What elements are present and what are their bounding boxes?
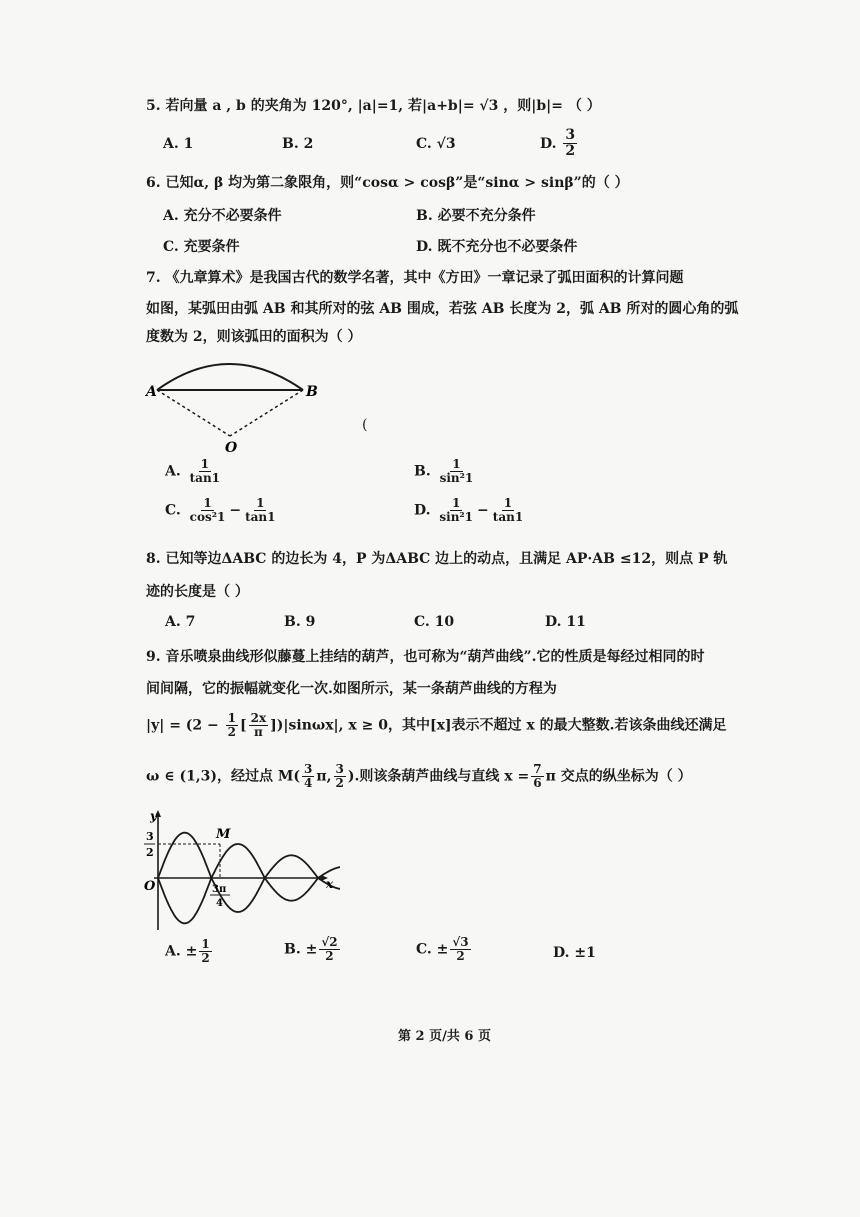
q7-option-c: C. $\frac{1}{\text{cos²1}}$ − $\frac{1}{\tan 1}$	[165, 496, 276, 525]
q8-option-c: C. 10	[414, 614, 455, 630]
q8-line2: 迹的长度是（ ）	[146, 584, 249, 600]
q7-c-frac2	[243, 497, 277, 524]
q8-option-d: D. 11	[545, 614, 586, 630]
q9-condition-line	[146, 763, 692, 790]
q9-option-a	[165, 938, 214, 965]
stray-mark: (	[362, 417, 368, 433]
x-label: x	[326, 877, 334, 891]
arc-field-figure	[140, 350, 340, 460]
q9-d-value: ±1	[574, 945, 596, 961]
page-footer: 第 2 页/共 6 页	[398, 1029, 491, 1044]
q7-d-letter: D.	[414, 502, 431, 519]
q9-d-letter: D.	[553, 945, 570, 961]
q9-a-num: 1	[201, 937, 210, 951]
label-o: O	[225, 440, 238, 456]
q7-d-n1: 1	[452, 496, 461, 510]
q5-d-den: 2	[565, 143, 576, 160]
q6-option-b: B. 必要不充分条件	[416, 208, 536, 224]
q9-x-fraction	[531, 763, 543, 790]
q7-d-frac2	[491, 497, 525, 524]
q6-option-d: D. 既不充分也不必要条件	[416, 239, 578, 255]
label-a: A	[146, 384, 157, 400]
q5-option-c: C. √3	[416, 136, 456, 152]
q7-line3: 度数为 2，则该弧田的面积为（ ）	[146, 329, 362, 345]
q7-b-letter: B.	[414, 463, 431, 480]
q8-option-a: A. 7	[165, 614, 196, 630]
q9-option-b	[284, 936, 342, 963]
q7-d-frac1	[437, 497, 475, 524]
q7-a-fraction	[188, 458, 222, 485]
q9-a-fraction	[199, 938, 211, 965]
q9-line2: 间间隔，它的振幅就变化一次.如图所示，某一条葫芦曲线的方程为	[146, 681, 557, 697]
curve-lower	[158, 844, 340, 923]
q7-b-num: 1	[452, 457, 461, 471]
q9-eq-part1: |y| = (2 −	[146, 717, 224, 734]
q7-line1: 7. 《九章算术》是我国古代的数学名著，其中《方田》一章记录了弧田面积的计算问题	[146, 270, 684, 286]
q7-a-num: 1	[200, 457, 209, 471]
q7-option-d: D. $\frac{1}{\text{sin²1}}$ − $\frac{1}{\tan 1}$	[414, 496, 524, 525]
q9-option-d	[553, 945, 596, 961]
q9-c-den: 2	[456, 949, 465, 964]
q7-a-den: tan1	[189, 471, 221, 486]
q9-x-den: 6	[533, 776, 542, 791]
q8-option-b: B. 9	[284, 614, 316, 630]
q5-option-d	[540, 128, 579, 160]
q7-c-d2: tan1	[245, 510, 276, 525]
q9-half-fraction	[226, 712, 238, 739]
tick-x-num: 3π	[212, 884, 227, 895]
q9-half-num: 1	[227, 711, 237, 725]
tick-y-num: 3	[146, 830, 154, 843]
q6-option-c: C. 充要条件	[163, 239, 240, 255]
q9-b-fraction	[319, 936, 339, 963]
q9-cond-part1: ω ∈ (1,3)，经过点 M(	[146, 768, 301, 785]
q7-c-letter: C.	[165, 502, 181, 519]
q7-d-d1: sin²1	[439, 510, 474, 525]
q7-d-n2: 1	[503, 496, 513, 510]
q9-m-y-fraction	[334, 763, 346, 790]
q9-m-den: 4	[304, 776, 313, 791]
q9-floor-den: π	[254, 725, 263, 740]
point-m-label: M	[216, 827, 231, 842]
q9-b-letter: B.	[284, 941, 301, 958]
tick-x-den: 4	[216, 898, 223, 909]
gourd-curve-graph	[140, 808, 340, 938]
label-b: B	[306, 384, 318, 400]
q9-line1: 9. 音乐喷泉曲线形似藤蔓上挂结的葫芦，也可称为“葫芦曲线”.它的性质是每经过相同的时	[146, 649, 705, 665]
q9-m2-num: 3	[335, 762, 344, 776]
q7-c-n1: 1	[203, 496, 212, 510]
q9-half-den: 2	[227, 725, 237, 740]
q9-a-den: 2	[201, 951, 210, 966]
q9-m2-den: 2	[335, 776, 344, 791]
q9-cond-part2: ).则该条葫芦曲线与直线 x =	[347, 768, 530, 785]
q9-m-pi: π,	[316, 768, 332, 785]
q9-floor-num: 2x	[250, 711, 267, 725]
q9-eq-part2: )|sinωx|, x ≥ 0，其中[x]表示不超过 x 的最大整数.若该条曲线还满足	[276, 717, 727, 734]
curve-upper	[158, 833, 340, 912]
tick-y-den: 2	[146, 846, 154, 859]
q8-line1: 8. 已知等边ΔABC 的边长为 4，P 为ΔABC 边上的动点，且满足 AP·AB ≤12，则点 P 轨	[146, 551, 728, 567]
q9-m-x-fraction	[302, 763, 314, 790]
y-label: y	[150, 809, 157, 823]
arc-ab	[157, 364, 303, 390]
q9-a-pm: ±	[185, 943, 198, 960]
q9-option-c	[416, 936, 473, 963]
q7-option-b	[414, 458, 477, 485]
q5-d-num: 3	[565, 127, 576, 143]
q9-a-letter: A.	[165, 943, 181, 960]
q9-c-num: √3	[452, 935, 469, 949]
q9-m-num: 3	[304, 762, 313, 776]
radius-oa	[157, 390, 230, 436]
q9-c-fraction	[450, 936, 470, 963]
q5-stem: 5. 若向量 a , b 的夹角为 120°, |a|=1, 若|a+b|= √3 ，则|b|= （ ）	[146, 98, 601, 114]
q7-c-d1: cos²1	[189, 510, 226, 525]
q5-option-a: A. 1	[163, 136, 194, 152]
q9-b-num: √2	[321, 935, 338, 949]
q7-d-d2: tan1	[492, 510, 524, 525]
q5-option-d-fraction	[563, 128, 577, 160]
q7-c-n2: 1	[256, 496, 265, 510]
q9-cond-part3: π 交点的纵坐标为（ ）	[545, 768, 692, 785]
radius-ob	[230, 390, 303, 436]
q7-b-fraction	[438, 458, 476, 485]
q9-c-pm: ±	[436, 941, 449, 958]
q6-stem: 6. 已知α, β 均为第二象限角，则“cosα > cosβ”是“sinα > sinβ”的（ ）	[146, 175, 629, 191]
q9-equation-line: |y| = (2 − $\frac{1}{2}$ [ $\frac{2x}{\pi}$ ])|sinωx|, x ≥ 0，其中[x]表示不超过 x 的最大整数.若该条曲线还满足	[146, 711, 727, 740]
q9-b-den: 2	[325, 949, 334, 964]
q7-a-letter: A.	[165, 463, 181, 480]
q7-b-den: sin²1	[439, 471, 474, 486]
origin-label: O	[144, 879, 156, 894]
q9-b-pm: ±	[305, 941, 318, 958]
q5-option-d-letter: D.	[540, 135, 557, 152]
q7-c-frac1	[188, 497, 228, 524]
q9-c-letter: C.	[416, 941, 432, 958]
q6-option-a: A. 充分不必要条件	[163, 208, 282, 224]
q5-option-b: B. 2	[282, 136, 314, 152]
q9-floor-fraction	[249, 712, 269, 739]
q7-option-a	[165, 458, 224, 485]
q7-line2: 如图，某弧田由弧 AB 和其所对的弦 AB 围成，若弦 AB 长度为 2，弧 AB 所对的圆心角的弧	[146, 301, 739, 317]
q9-x-num: 7	[533, 762, 542, 776]
